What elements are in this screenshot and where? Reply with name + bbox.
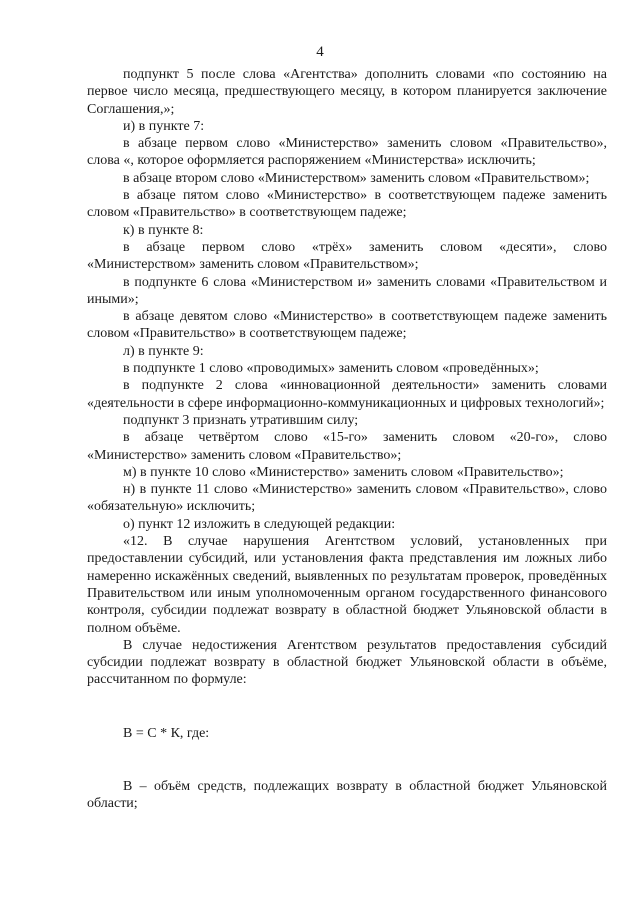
paragraph: в абзаце девятом слово «Министерство» в соответствующем падеже заменить словом «Правительство» в соответствующем падеже; xyxy=(87,309,607,342)
paragraph: в абзаце первом слово «Министерство» заменить словом «Правительство», слова «, которое оформляется распоряжением «Министерства» исключить; xyxy=(87,136,607,169)
formula: В = С * К, где: xyxy=(123,725,210,741)
paragraph: в абзаце первом слово «трёх» заменить словом «десяти», слово «Министерством» заменить словом «Правительством»; xyxy=(87,239,607,273)
paragraph: В случае недостижения Агентством результатов предоставления субсидий субсидии подлежат возврату в областной бюджет Ульяновской области в объёме, рассчитанном по формуле: xyxy=(87,637,607,688)
paragraph: н) в пункте 11 слово «Министерство» заменить словом «Правительство», слово «обязательную» исключить; xyxy=(87,482,607,515)
paragraph: и) в пункте 7: xyxy=(123,118,205,134)
paragraph: л) в пункте 9: xyxy=(123,343,204,359)
document-body xyxy=(87,66,607,813)
paragraph: в подпункте 2 слова «инновационной деятельности» заменить словами «деятельности в сфере информационно-коммуникационных и цифровых технологий»; xyxy=(87,378,607,411)
paragraph: в абзаце пятом слово «Министерство» в соответствующем падеже заменить словом «Правительство» в соответствующем падеже; xyxy=(87,188,607,221)
paragraph: подпункт 5 после слова «Агентства» дополнить словами «по состоянию на первое число месяца, предшествующего месяцу, в котором планируется заключение Соглашения,»; xyxy=(87,67,607,117)
paragraph: подпункт 3 признать утратившим силу; xyxy=(123,412,359,428)
paragraph: в подпункте 1 слово «проводимых» заменить словом «проведённых»; xyxy=(123,361,539,377)
paragraph: В – объём средств, подлежащих возврату в областной бюджет Ульяновской области; xyxy=(87,778,607,812)
paragraph: «12. В случае нарушения Агентством условий, установленных при предоставлении субсидий, или установления факта представления им ложных либо намеренно искажённых сведений, выявленных по результатам проверок, проведённых Правительством или иным уполномоченным органом государственного финансового контроля, субсидии подлежат возврату в областной бюджет Ульяновской области в полном объёме. xyxy=(87,534,607,636)
paragraph: о) пункт 12 изложить в следующей редакции: xyxy=(123,516,396,532)
paragraph: в абзаце втором слово «Министерством» заменить словом «Правительством»; xyxy=(123,170,590,186)
page-number: 4 xyxy=(316,44,324,60)
paragraph: м) в пункте 10 слово «Министерство» заменить словом «Правительство»; xyxy=(123,464,564,480)
paragraph: в подпункте 6 слова «Министерством и» заменить словами «Правительством и иными»; xyxy=(87,274,607,307)
paragraph: к) в пункте 8: xyxy=(123,222,204,238)
paragraph: в абзаце четвёртом слово «15-го» заменить словом «20-го», слово «Министерство» заменить словом «Правительство»; xyxy=(87,430,607,463)
